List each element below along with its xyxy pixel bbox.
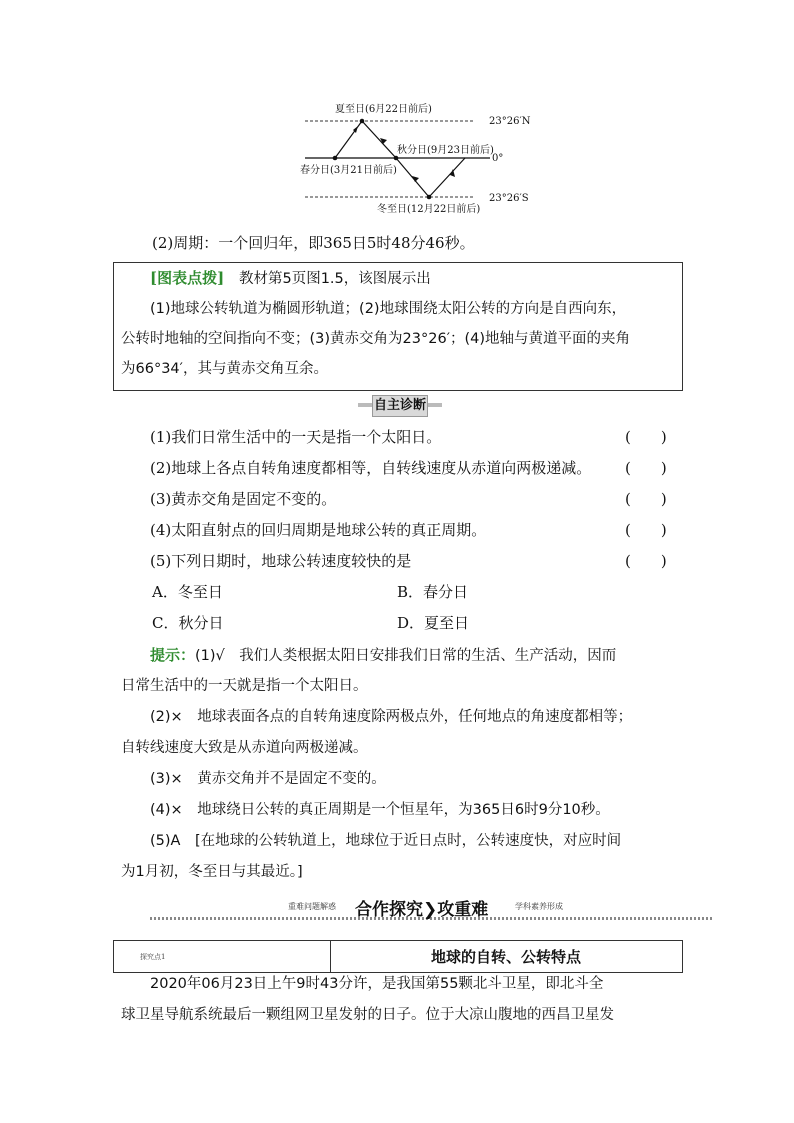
self-check-badge: 自主诊断 [360,395,440,415]
autumn-equinox-point [394,156,399,161]
option-a: A．冬至日 [152,583,223,601]
hint-line: (4)× 地球绕日公转的真正周期是一个恒星年，为365日6时9分10秒。 [150,802,610,818]
winter-solstice-label: 冬至日(12月22日前后) [377,204,481,215]
summer-solstice-point [360,119,365,124]
option-d: D．夏至日 [397,614,470,632]
chart-note-intro: 教材第5页图1.5，该图展示出 [238,271,431,287]
hint-line: 为1月初，冬至日与其最近。] [121,864,303,880]
lat-south-label: 23°26′S [489,193,529,204]
hint-line: (5)A [在地球的公转轨道上，地球位于近日点时，公转速度快，对应时间 [150,833,622,849]
hint-line: 提示：(1)√ 我们人类根据太阳日安排我们日常的生活、生产活动，因而 [150,646,617,664]
hint-line: 自转线速度大致是从赤道向两极递减。 [121,740,368,756]
banner-right-text: 学科素养形成 [515,902,563,911]
explore-title: 地球的自转、公转特点 [430,948,581,966]
answer-bracket: ( ) [625,459,667,477]
hint-label: 提示： [150,646,196,664]
hint-line: 日常生活中的一天就是指一个太阳日。 [121,678,368,694]
question-item: (1)我们日常生活中的一天是指一个太阳日。 [150,428,442,446]
sun-direct-point-diagram [295,100,545,218]
answer-bracket: ( ) [625,521,667,539]
hint-line: (2)× 地球表面各点的自转角速度除两极点外，任何地点的角速度都相等； [150,709,633,725]
option-b: B．春分日 [397,583,469,601]
chart-note-label: [图表点拨] [150,269,225,287]
question-item: (2)地球上各点自转角速度都相等，自转线速度从赤道向两极递减。 [150,459,592,477]
lat-north-label: 23°26′N [489,116,531,127]
section-banner [150,897,712,923]
winter-solstice-point [427,195,432,200]
question-item: (3)黄赤交角是固定不变的。 [150,490,337,508]
chart-note-header [150,268,431,289]
period-line: (2)周期：一个回归年，即365日5时48分46秒。 [152,234,475,252]
spring-equinox-label: 春分日(3月21日前后) [300,165,397,176]
paragraph-line: 球卫星导航系统最后一颗组网卫星发射的日子。位于大凉山腹地的西昌卫星发 [121,1007,614,1023]
question-item: (5)下列日期时，地球公转速度较快的是 [150,552,412,570]
autumn-equinox-label: 秋分日(9月23日前后) [397,145,494,156]
banner-left-text: 重难问题解惑 [288,902,336,911]
lat-zero-label: 0° [492,153,504,164]
option-c: C．秋分日 [152,614,224,632]
paragraph-line: 2020年06月23日上午9时43分许，是我国第55颗北斗卫星，即北斗全 [150,976,604,992]
chart-note-line: 为66°34′，其与黄赤交角互余。 [121,361,328,377]
answer-bracket: ( ) [625,428,667,446]
chart-note-line: (1)地球公转轨道为椭圆形轨道；(2)地球围绕太阳公转的方向是自西向东， [150,301,627,317]
banner-title: 合作探究❯攻重难 [355,900,489,920]
explore-tag: 探究点1 [140,953,166,961]
question-item: (4)太阳直射点的回归周期是地球公转的真正周期。 [150,521,487,539]
answer-bracket: ( ) [625,490,667,508]
chart-note-line: 公转时地轴的空间指向不变；(3)黄赤交角为23°26′；(4)地轴与黄道平面的夹角 [121,331,631,347]
hint-line: (3)× 黄赤交角并不是固定不变的。 [150,771,386,787]
answer-bracket: ( ) [625,552,667,570]
summer-solstice-label: 夏至日(6月22日前后) [335,104,432,115]
spring-equinox-point [333,156,338,161]
explore-point-header [113,940,683,973]
